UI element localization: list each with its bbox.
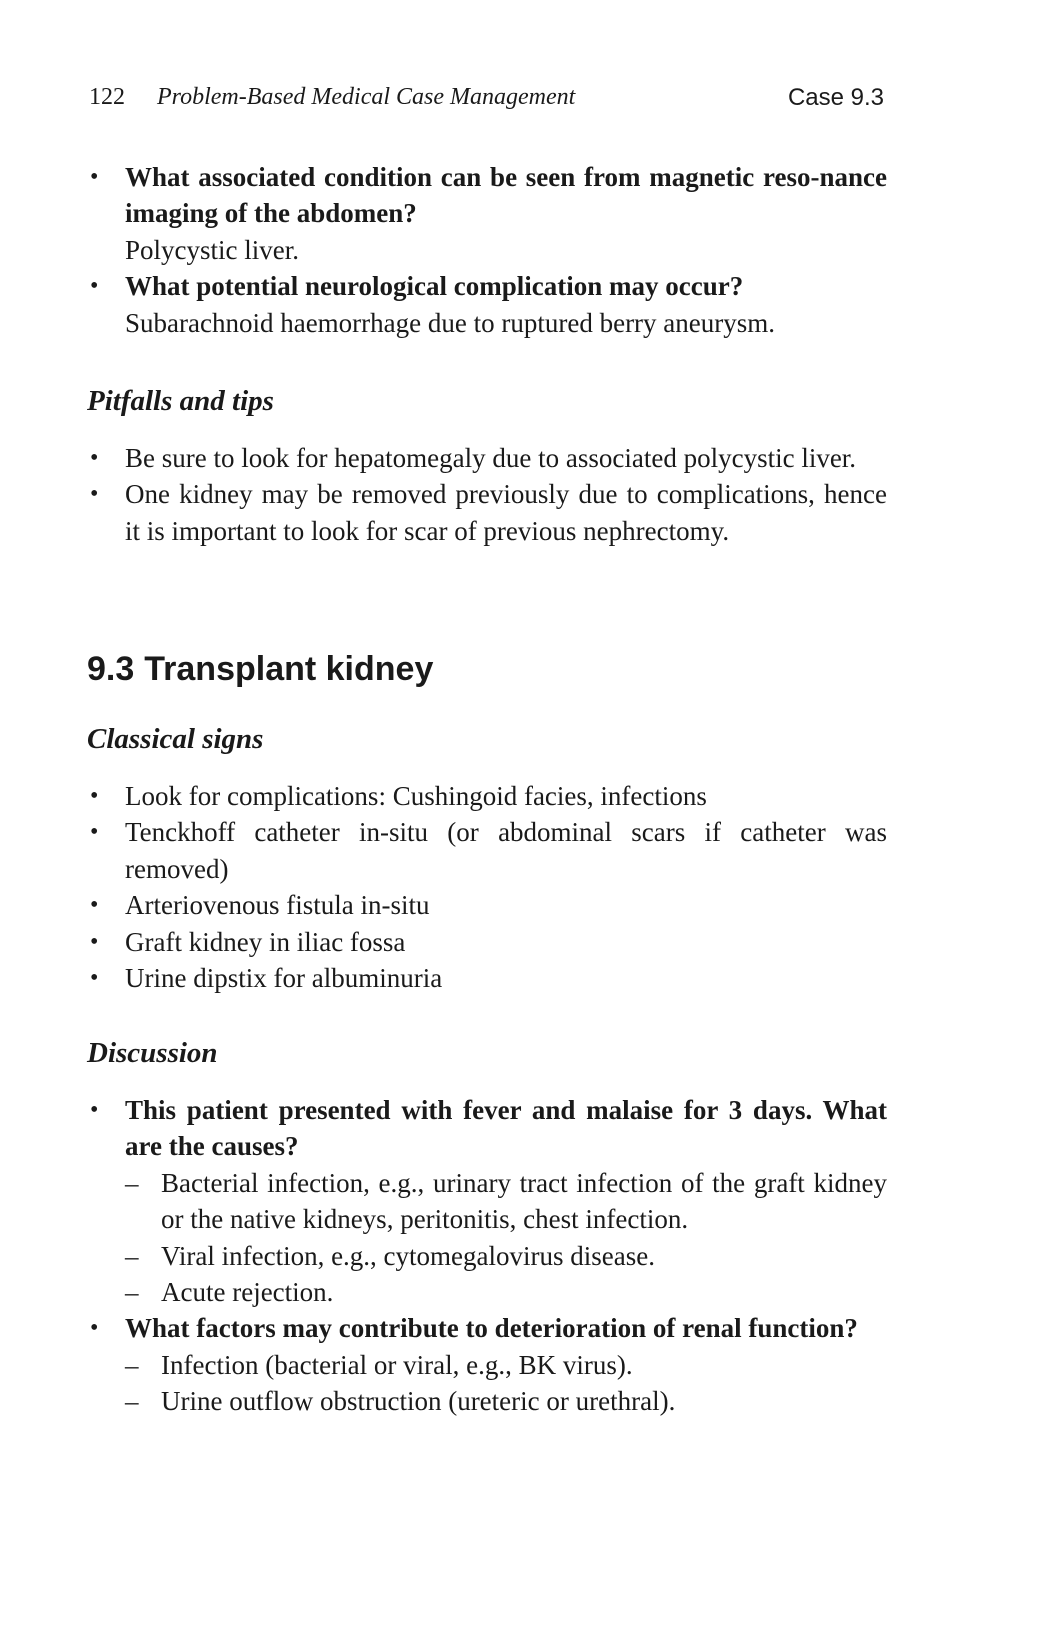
page-number: 122: [89, 84, 125, 110]
answer-item: [125, 1238, 887, 1274]
answer-text: Bacterial infection, e.g., urinary tract infection of the graft kidney or the native kidneys, peritonitis, chest infection.: [161, 1167, 887, 1235]
bullet-icon: •: [90, 445, 99, 471]
list-item: [87, 440, 887, 476]
answer-text: Urine outflow obstruction (ureteric or urethral).: [161, 1386, 676, 1417]
book-title: Problem-Based Medical Case Management: [157, 84, 576, 110]
pitfalls-block: [87, 440, 887, 549]
answer-text: Subarachnoid haemorrhage due to ruptured berry aneurysm.: [125, 307, 776, 338]
qa-item: [87, 159, 887, 268]
answer-item: [125, 1383, 887, 1419]
list-item: [87, 924, 887, 960]
dash-icon: –: [125, 1277, 139, 1308]
item-text: Look for complications: Cushingoid facies, infections: [125, 781, 707, 811]
answer-text: Polycystic liver.: [125, 234, 299, 265]
answer-text: Acute rejection.: [161, 1277, 334, 1308]
qa-item: [87, 1310, 887, 1419]
section-title: Transplant kidney: [144, 650, 434, 688]
question-text: What factors may contribute to deterioration of renal function?: [125, 1313, 858, 1344]
bullet-icon: •: [90, 1097, 99, 1123]
discussion-heading: Discussion: [87, 1037, 218, 1069]
section-number: 9.3: [87, 650, 135, 688]
question-text: What associated condition can be seen from magnetic reso-nance imaging of the abdomen?: [125, 162, 887, 229]
answer-text: Viral infection, e.g., cytomegalovirus disease.: [161, 1240, 655, 1271]
dash-icon: –: [125, 1386, 139, 1417]
answer-item: [125, 1274, 887, 1310]
list-item: [87, 476, 887, 549]
bullet-icon: •: [90, 892, 99, 919]
intro-qa-list: [87, 159, 887, 341]
running-header: [89, 84, 884, 118]
classical-signs-list: [87, 778, 887, 996]
bullet-icon: •: [90, 164, 99, 190]
answer-list: [125, 1165, 887, 1311]
question-text: What potential neurological complication may occur?: [125, 271, 744, 302]
list-item: [87, 960, 887, 996]
qa-item: [87, 1092, 887, 1310]
discussion-block: [87, 1092, 887, 1420]
dash-icon: –: [125, 1167, 139, 1198]
item-text: Urine dipstix for albuminuria: [125, 963, 443, 994]
section-heading: [87, 650, 433, 689]
item-text: Arteriovenous fistula in-situ: [125, 890, 430, 921]
item-text: One kidney may be removed previously due to complications, hence it is important to look for scar of previous nephrectomy.: [125, 479, 887, 546]
item-text: Tenckhoff catheter in-situ (or abdominal scars if catheter was removed): [125, 817, 887, 884]
bullet-icon: •: [90, 273, 99, 300]
answer-item: [125, 1165, 887, 1238]
discussion-list: [87, 1092, 887, 1420]
case-label: Case 9.3: [787, 84, 884, 111]
list-item: [87, 778, 887, 814]
pitfalls-list: [87, 440, 887, 549]
question-text: This patient presented with fever and malaise for 3 days. What are the causes?: [125, 1095, 887, 1162]
bullet-icon: •: [90, 928, 99, 955]
answer-text: Infection (bacterial or viral, e.g., BK virus).: [161, 1349, 633, 1380]
intro-qa-block: [87, 159, 887, 341]
item-text: Be sure to look for hepatomegaly due to associated polycystic liver.: [125, 443, 857, 473]
classical-signs-block: [87, 778, 887, 996]
bullet-icon: •: [90, 783, 99, 809]
list-item: [87, 814, 887, 887]
bullet-icon: •: [90, 1315, 99, 1342]
answer-item: [125, 1347, 887, 1383]
dash-icon: –: [125, 1349, 139, 1380]
bullet-icon: •: [90, 965, 99, 992]
dash-icon: –: [125, 1240, 139, 1271]
classical-signs-heading: Classical signs: [87, 723, 264, 755]
bullet-icon: •: [90, 819, 99, 846]
answer-list: [125, 1347, 887, 1420]
qa-item: [87, 268, 887, 341]
pitfalls-heading: Pitfalls and tips: [87, 385, 274, 417]
item-text: Graft kidney in iliac fossa: [125, 926, 406, 957]
list-item: [87, 887, 887, 923]
bullet-icon: •: [90, 481, 99, 508]
